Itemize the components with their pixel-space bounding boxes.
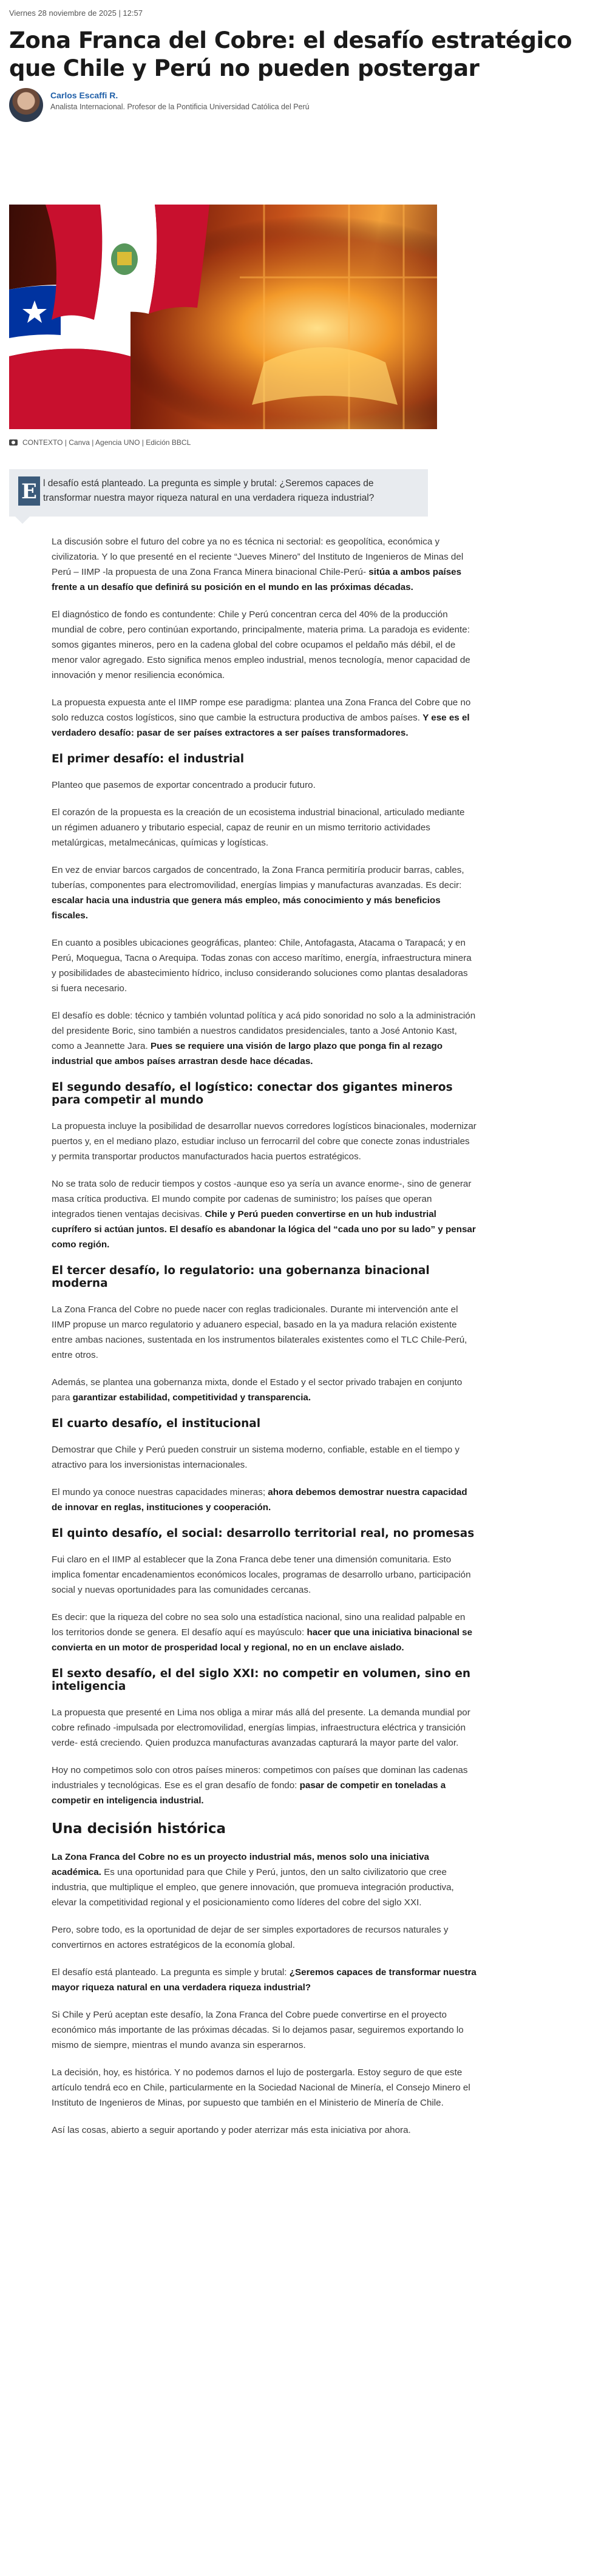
paragraph: En cuanto a posibles ubicaciones geográficas, planteo: Chile, Antofagasta, Atacama o Tarapacá; y en Perú, Moquegua, Tacna o Arequipa. Todas zonas con acceso marítimo, energía, infraestructura minera y posibilidades de abastecimiento hídrico, incluso considerando soluciones como plantas desaladoras si fuera necesario.: [52, 938, 472, 994]
paragraph: La Zona Franca del Cobre no puede nacer con reglas tradicionales. Durante mi intervención ante el IIMP propuse un marco regulatorio y aduanero especial, basado en la ya madura relación existente entre ambas naciones, sustentada en los instrumentos bilaterales existentes como el TLC Chile-Perú, entre otros.: [52, 1304, 467, 1360]
article-date: Viernes 28 noviembre de 2025 | 12:57: [9, 8, 143, 18]
paragraph: Planteo que pasemos de exportar concentrado a producir futuro.: [52, 780, 316, 790]
paragraph: Además, se plantea una gobernanza mixta, donde el Estado y el sector privado trabajen en conjunto para garantizar estabilidad, competitividad y transparencia.: [52, 1377, 463, 1403]
hero-image: [9, 205, 437, 429]
paragraph: Demostrar que Chile y Perú pueden construir un sistema moderno, confiable, estable en el tiempo y atractivo para los inversionistas internacionales.: [52, 1445, 459, 1470]
paragraph: La decisión, hoy, es histórica. Y no podemos darnos el lujo de postergarla. Estoy seguro de que este artículo tendrá eco en Chile, particularmente en la Sociedad Nacional de Minería, el Consejo Minero el Instituto de Ingenieros de Minas, por supuesto que también en el Ministerio de Minería de Chile.: [52, 2067, 470, 2108]
image-caption: [9, 438, 191, 447]
paragraph: El corazón de la propuesta es la creación de un ecosistema industrial binacional, articulado mediante un régimen aduanero y tributario especial, capaz de reunir en un mismo territorio actividades metalúrgicas, metalmecánicas, químicas y logísticas.: [52, 807, 465, 848]
section-heading: El sexto desafío, el del siglo XXI: no competir en volumen, sino en inteligencia: [52, 1667, 471, 1693]
article-title: Zona Franca del Cobre: el desafío estratégico que Chile y Perú no pueden postergar: [9, 27, 572, 81]
section-heading: El segundo desafío, el logístico: conectar dos gigantes mineros para competir al mundo: [52, 1081, 453, 1107]
paragraph: Pero, sobre todo, es la oportunidad de dejar de ser simples exportadores de recursos naturales y convertirnos en actores estratégicos de la economía global.: [52, 1925, 449, 1950]
section-heading: El quinto desafío, el social: desarrollo territorial real, no promesas: [52, 1527, 475, 1540]
paragraph: El mundo ya conoce nuestras capacidades mineras; ahora debemos demostrar nuestra capacidad de innovar en reglas, instituciones y cooperación.: [52, 1487, 467, 1513]
author-name[interactable]: Carlos Escaffi R.: [50, 90, 118, 100]
author-bio: Analista Internacional. Profesor de la Pontificia Universidad Católica del Perú: [50, 103, 310, 111]
paragraph: La discusión sobre el futuro del cobre ya no es técnica ni sectorial: es geopolítica, económica y civilizatoria. Y lo que presenté en el reciente “Jueves Minero” del Instituto de Ingenieros de Minas del Perú – IIMP -la propuesta de una Zona Franca Minera binacional Chile-Perú- sitúa a ambos países frente a un desafío que definirá su posición en el mundo en las próximas décadas.: [52, 537, 464, 592]
article-body: [52, 534, 476, 2150]
section-heading: Una decisión histórica: [52, 1821, 226, 1837]
section-heading: El cuarto desafío, el institucional: [52, 1417, 261, 1430]
paragraph: La propuesta que presenté en Lima nos obliga a mirar más allá del presente. La demanda mundial por cobre refinado -impulsada por electromovilidad, energías limpias, infraestructura eléctrica y transición verde- está creciendo. Quien produzca manufacturas avanzadas capturará la mayor parte del valor.: [52, 1707, 470, 1748]
lead-text: l desafío está planteado. La pregunta es simple y brutal: ¿Seremos capaces de transformar nuestra mayor riqueza natural en una verdadera riqueza industrial?: [43, 478, 375, 503]
paragraph: Fui claro en el IIMP al establecer que la Zona Franca debe tener una dimensión comunitaria. Esto implica fomentar encadenamientos económicos locales, programas de desarrollo urbano, participación social y nuevas oportunidades para las comunidades cercanas.: [52, 1554, 471, 1595]
section-heading: El primer desafío: el industrial: [52, 753, 245, 765]
paragraph: Es decir: que la riqueza del cobre no sea solo una estadística nacional, sino una realidad palpable en los territorios donde se genera. El desafío aquí es mayúsculo: hacer que una iniciativa binacional se convierta en un motor de prosperidad local y regional, no en un enclave aislado.: [52, 1612, 473, 1653]
peru-flag-graphic: [46, 205, 209, 320]
paragraph: El diagnóstico de fondo es contundente: Chile y Perú concentran cerca del 40% de la producción mundial de cobre, pero continúan exportando, principalmente, materia prima. La paradoja es evidente: somos gigantes mineros, pero en la cadena global del cobre ocupamos el peldaño más débil, el de menor valor agregado. Esto significa menos empleo industrial, menos tecnología, menor capacidad de innovación y menor resiliencia económica.: [52, 609, 470, 680]
camera-icon: [9, 439, 18, 446]
section-heading: El tercer desafío, lo regulatorio: una gobernanza binacional moderna: [52, 1264, 430, 1290]
paragraph: Si Chile y Perú aceptan este desafío, la Zona Franca del Cobre puede convertirse en el proyecto económico más importante de las próximas décadas. Si lo dejamos pasar, seguiremos exportando lo mismo de siempre, mientras el mundo avanza sin esperarnos.: [52, 2010, 464, 2050]
paragraph: No se trata solo de reducir tiempos y costos -aunque eso ya sería un avance enorme-, sino de generar masa crítica productiva. El mundo compite por cadenas de suministro; los países que operan integrados tienen ventajas decisivas. Chile y Perú pueden convertirse en un hub industrial cuprífero si actúan juntos. El desafío es abandonar la lógica del “cada uno por su lado” y pensar como región.: [52, 1179, 476, 1250]
paragraph: La Zona Franca del Cobre no es un proyecto industrial más, menos solo una iniciativa académica. Es una oportunidad para que Chile y Perú, juntos, den un salto civilizatorio que cree industria, que multiplique el empleo, que genere innovación, que promueva integración productiva, elevar la competitividad regional y el posicionamiento como líderes del cobre del siglo XXI.: [52, 1852, 454, 1908]
paragraph: En vez de enviar barcos cargados de concentrado, la Zona Franca permitiría producir barras, cables, tuberías, componentes para electromovilidad, energías limpias y manufacturas avanzadas. Es decir: escalar hacia una industria que genera más empleo, más conocimiento y más beneficios fiscales.: [52, 865, 464, 921]
paragraph: La propuesta expuesta ante el IIMP rompe ese paradigma: plantea una Zona Franca del Cobre que no solo reduzca costos logísticos, sino que cambie la estructura productiva de ambos países. Y ese es el verdadero desafío: pasar de ser países extractores a ser países transformadores.: [52, 697, 471, 738]
author-avatar: [9, 88, 43, 122]
paragraph: El desafío está planteado. La pregunta es simple y brutal: ¿Seremos capaces de transformar nuestra mayor riqueza natural en una verdadera riqueza industrial?: [52, 1967, 476, 1993]
image-caption-text: CONTEXTO | Canva | Agencia UNO | Edición BBCL: [22, 438, 191, 447]
author-block: [9, 88, 434, 124]
paragraph: Así las cosas, abierto a seguir aportando y poder aterrizar más esta iniciativa por ahora.: [52, 2125, 411, 2135]
paragraph: El desafío es doble: técnico y también voluntad política y acá pido sonoridad no solo a la administración del presidente Boric, sino también a nuestros candidatos presidenciales, tanto a José Antonio Kast, como a Jeannette Jara. Pues se requiere una visión de largo plazo que ponga fin al rezago industrial que ambos países arrastran desde hace décadas.: [52, 1011, 476, 1066]
paragraph: La propuesta incluye la posibilidad de desarrollar nuevos corredores logísticos binacionales, modernizar puertos y, en el mediano plazo, estudiar incluso un ferrocarril del cobre que conecte zonas industriales y permita transportar productos manufacturados hacia puertos estratégicos.: [52, 1121, 476, 1162]
dropcap: E: [18, 476, 40, 506]
paragraph: Hoy no competimos solo con otros países mineros: competimos con países que dominan las cadenas industriales y tecnológicas. Ese es el gran desafío de fondo: pasar de competir en toneladas a competir en inteligencia industrial.: [52, 1765, 468, 1806]
lead-quote-box: [9, 469, 428, 517]
